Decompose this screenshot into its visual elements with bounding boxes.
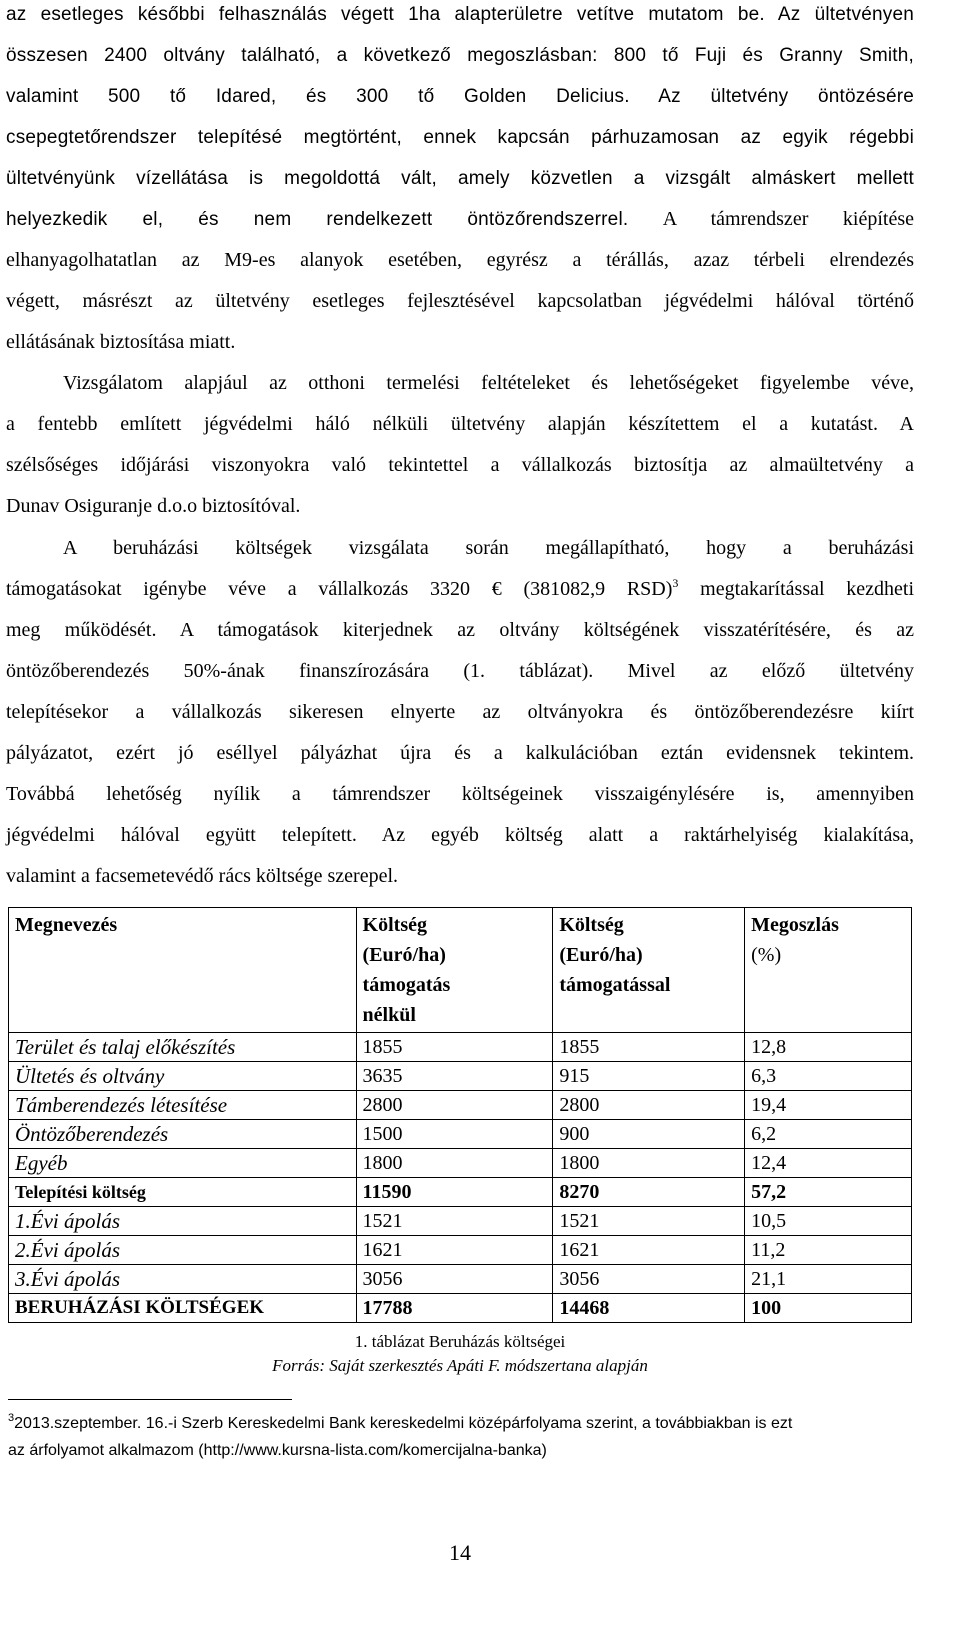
table-row <box>9 1149 912 1178</box>
text-line <box>6 199 914 240</box>
row-share: 6,2 <box>745 1120 912 1149</box>
header-text: (Euró/ha) <box>362 944 446 966</box>
investment-cost-table <box>8 907 912 1323</box>
text-line: valamint a facsemetevédő rács költsége szerepel. <box>6 865 399 887</box>
text-run: helyezkedik el, és nem rendelkezett öntözőrendszerrel. <box>6 209 629 230</box>
table-row <box>9 1236 912 1265</box>
row-name: 1.Évi ápolás <box>9 1207 357 1236</box>
header-cost-with-support <box>553 908 745 1033</box>
table-row-subtotal <box>9 1178 912 1207</box>
paragraph-1 <box>6 0 914 363</box>
row-name: Öntözőberendezés <box>9 1120 357 1149</box>
text-line: Dunav Osiguranje d.o.o biztosítóval. <box>6 495 301 517</box>
table-row <box>9 1033 912 1062</box>
header-name <box>9 908 357 1033</box>
row-name: Támberendezés létesítése <box>9 1091 357 1120</box>
header-share <box>745 908 912 1033</box>
paragraph-2 <box>6 363 914 527</box>
text-line: meg működését. A támogatások kiterjednek az oltvány költségének visszatérítésére, és az <box>6 619 914 641</box>
row-share: 21,1 <box>745 1265 912 1294</box>
row-cost-with: 14468 <box>553 1294 745 1323</box>
row-share: 11,2 <box>745 1236 912 1265</box>
table-row <box>9 1207 912 1236</box>
header-text: nélkül <box>362 1004 416 1026</box>
text-run: A támrendszer kiépítése <box>662 208 915 230</box>
header-text: (%) <box>751 944 782 966</box>
page-number-text: 14 <box>449 1540 471 1565</box>
row-cost-with: 900 <box>553 1120 745 1149</box>
row-share: 57,2 <box>745 1178 912 1207</box>
row-cost-without: 2800 <box>356 1091 553 1120</box>
text-line: Vizsgálatom alapjául az otthoni termelési feltételeket és lehetőségeket figyelembe véve, <box>63 372 914 394</box>
header-text: Költség <box>362 914 427 936</box>
text-line <box>6 569 914 610</box>
table-header-row <box>9 908 912 1033</box>
row-cost-with: 1800 <box>553 1149 745 1178</box>
row-cost-with: 1621 <box>553 1236 745 1265</box>
table-row <box>9 1265 912 1294</box>
text-line: szélsőséges időjárási viszonyokra való tekintettel a vállalkozás biztosítja az almaültetvény a <box>6 454 914 476</box>
row-share: 100 <box>745 1294 912 1323</box>
footnote-reference: 3 <box>672 576 679 590</box>
text-line: ellátásának biztosítása miatt. <box>6 331 236 353</box>
row-share: 10,5 <box>745 1207 912 1236</box>
row-name: BERUHÁZÁSI KÖLTSÉGEK <box>9 1294 357 1323</box>
row-cost-with: 915 <box>553 1062 745 1091</box>
header-text: Megnevezés <box>15 914 118 936</box>
text-line: valamint 500 tő Idared, és 300 tő Golden Delicius. Az ültetvény öntözésére <box>6 86 914 107</box>
row-name: Egyéb <box>9 1149 357 1178</box>
table-row <box>9 1120 912 1149</box>
row-cost-without: 1800 <box>356 1149 553 1178</box>
text-line: telepítésekor a vállalkozás sikeresen elnyerte az oltványokra és öntözőberendezésre kiírt <box>6 701 914 723</box>
row-cost-with: 1521 <box>553 1207 745 1236</box>
row-cost-with: 1855 <box>553 1033 745 1062</box>
row-cost-without: 17788 <box>356 1294 553 1323</box>
row-cost-without: 1855 <box>356 1033 553 1062</box>
row-share: 12,8 <box>745 1033 912 1062</box>
page-number <box>0 1540 960 1566</box>
row-cost-with: 3056 <box>553 1265 745 1294</box>
text-line: ültetvényünk vízellátása is megoldottá vált, amely közvetlen a vizsgált almáskert mellett <box>6 168 914 189</box>
text-line: csepegtetőrendszer telepítésé megtörtént, ennek kapcsán párhuzamosan az egyik régebbi <box>6 127 914 148</box>
header-text: Költség <box>559 914 624 936</box>
header-text: támogatás <box>362 974 451 996</box>
paragraph-3 <box>6 528 914 897</box>
footnote-separator <box>8 1399 292 1400</box>
row-name: 2.Évi ápolás <box>9 1236 357 1265</box>
row-cost-with: 8270 <box>553 1178 745 1207</box>
table-source: Forrás: Saját szerkesztés Apáti F. módszertana alapján <box>272 1356 648 1375</box>
text-line: pályázatot, ezért jó eséllyel pályázhat újra és a kalkulációban eztán evidensnek tekintem. <box>6 742 914 764</box>
footnote <box>8 1410 908 1464</box>
text-line: jégvédelmi hálóval együtt telepített. Az egyéb költség alatt a raktárhelyiség kialakítása, <box>6 824 914 846</box>
row-cost-without: 3635 <box>356 1062 553 1091</box>
row-cost-without: 11590 <box>356 1178 553 1207</box>
text-line: öntözőberendezés 50%-ának finanszírozására (1. táblázat). Mivel az előző ültetvény <box>6 660 914 682</box>
table-caption: 1. táblázat Beruházás költségei <box>354 1332 566 1351</box>
text-line: a fentebb említett jégvédelmi háló nélküli ültetvény alapján készítettem el a kutatást. A <box>6 413 914 435</box>
row-name: Telepítési költség <box>9 1178 357 1207</box>
footnote-text: 2013.szeptember. 16.-i Szerb Kereskedelmi Bank kereskedelmi középárfolyama szerint, a továbbiakban is ezt <box>14 1415 793 1432</box>
footnote-line: az árfolyamot alkalmazom (http://www.kursna-lista.com/komercijalna-banka) <box>8 1442 547 1459</box>
header-text: támogatással <box>559 974 671 996</box>
text-run: megtakarítással kezdheti <box>678 578 915 600</box>
row-name: Ültetés és oltvány <box>9 1062 357 1091</box>
table-row-total <box>9 1294 912 1323</box>
table-row <box>9 1091 912 1120</box>
footnote-mark: 3 <box>8 1412 15 1424</box>
row-share: 12,4 <box>745 1149 912 1178</box>
text-run: támogatásokat igénybe véve a vállalkozás 3320 € (381082,9 RSD) <box>6 578 673 600</box>
header-cost-without-support <box>356 908 553 1033</box>
text-line: Továbbá lehetőség nyílik a támrendszer költségeinek visszaigénylésére is, amennyiben <box>6 783 914 805</box>
header-text: (Euró/ha) <box>559 944 643 966</box>
row-cost-without: 1621 <box>356 1236 553 1265</box>
row-cost-without: 3056 <box>356 1265 553 1294</box>
row-name: 3.Évi ápolás <box>9 1265 357 1294</box>
row-share: 19,4 <box>745 1091 912 1120</box>
table-row <box>9 1062 912 1091</box>
row-cost-with: 2800 <box>553 1091 745 1120</box>
text-line: az esetleges későbbi felhasználás végett 1ha alapterületre vetítve mutatom be. Az ültetvényen <box>6 4 914 25</box>
header-text: Megoszlás <box>751 914 839 936</box>
text-line: A beruházási költségek vizsgálata során megállapítható, hogy a beruházási <box>63 537 914 559</box>
text-line: végett, másrészt az ültetvény esetleges fejlesztésével kapcsolatban jégvédelmi hálóval történő <box>6 290 914 312</box>
row-cost-without: 1500 <box>356 1120 553 1149</box>
text-line: elhanyagolhatatlan az M9-es alanyok esetében, egyrész a térállás, azaz térbeli elrendezés <box>6 249 914 271</box>
footnote-line <box>8 1410 908 1437</box>
row-cost-without: 1521 <box>356 1207 553 1236</box>
text-line: összesen 2400 oltvány található, a következő megoszlásban: 800 tő Fuji és Granny Smith, <box>6 45 914 66</box>
row-name: Terület és talaj előkészítés <box>9 1033 357 1062</box>
row-share: 6,3 <box>745 1062 912 1091</box>
